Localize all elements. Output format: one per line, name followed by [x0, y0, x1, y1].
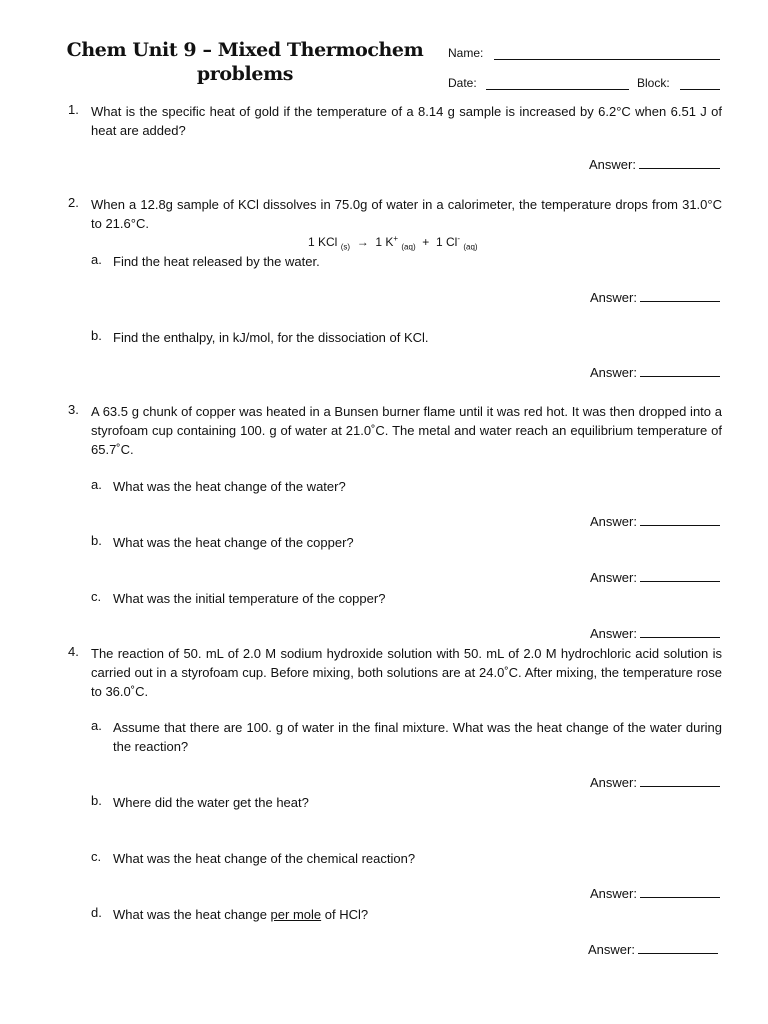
title-line-1: Chem Unit 9 – Mixed Thermochem — [66, 39, 424, 61]
date-field[interactable] — [486, 89, 629, 90]
eq-reactant: 1 KCl — [308, 235, 338, 249]
answer-blank[interactable] — [640, 524, 720, 526]
block-label: Block: — [637, 76, 670, 90]
block-field[interactable] — [680, 89, 720, 90]
question-4c-text: What was the heat change of the chemical reaction? — [113, 851, 416, 866]
answer-label: Answer: — [590, 775, 637, 790]
question-4d-answer[interactable] — [588, 942, 718, 957]
question-4d-text-after: of HCl? — [321, 907, 369, 922]
answer-blank[interactable] — [640, 896, 720, 898]
answer-label: Answer: — [590, 365, 637, 380]
eq-product-1: 1 K — [375, 235, 394, 249]
question-3b-letter: b. — [91, 533, 102, 548]
question-3-number: 3. — [68, 402, 79, 417]
question-3b-answer[interactable] — [590, 570, 720, 585]
eq-product-2-state: (aq) — [463, 242, 478, 252]
eq-product-1-state: (aq) — [401, 242, 416, 252]
answer-label: Answer: — [590, 290, 637, 305]
answer-label: Answer: — [590, 514, 637, 529]
eq-reactant-state: (s) — [340, 242, 351, 252]
question-3c-answer[interactable] — [590, 626, 720, 641]
question-3c-letter: c. — [91, 589, 102, 604]
question-4a-text: Assume that there are 100. g of water in the final mixture. What was the heat change of the water during the reaction? — [113, 720, 722, 754]
question-2a-text: Find the heat released by the water. — [113, 254, 320, 269]
question-4d-text-before: What was the heat change — [113, 907, 271, 922]
answer-blank[interactable] — [640, 636, 720, 638]
question-1-text: What is the specific heat of gold if the temperature of a 8.14 g sample is increased by 6.2°C when 6.51 J of heat are added? — [91, 104, 722, 138]
eq-arrow: → — [356, 235, 369, 249]
question-4d-text — [113, 905, 368, 924]
answer-blank[interactable] — [640, 375, 720, 377]
answer-blank[interactable] — [640, 300, 720, 302]
question-4c-letter: c. — [91, 849, 102, 864]
answer-label: Answer: — [590, 626, 637, 641]
question-3a-text: What was the heat change of the water? — [113, 479, 346, 494]
question-2b-answer[interactable] — [590, 365, 720, 380]
answer-blank[interactable] — [638, 952, 718, 954]
question-4d-text-underlined: per mole — [270, 907, 322, 922]
question-4-text: The reaction of 50. mL of 2.0 M sodium hydroxide solution with 50. mL of 2.0 M hydrochloric acid solution is carried out in a styrofoam cup. Before mixing, both solutions are at 24.0˚C. After mixing, the temperature rose to 36.0˚C. — [91, 646, 722, 699]
worksheet-title — [60, 38, 430, 86]
name-field[interactable] — [494, 59, 720, 60]
question-4a-letter: a. — [91, 718, 102, 733]
question-4b-letter: b. — [91, 793, 102, 808]
question-2a-answer[interactable] — [590, 290, 720, 305]
answer-label: Answer: — [588, 942, 635, 957]
question-3-text: A 63.5 g chunk of copper was heated in a Bunsen burner flame until it was red hot. It was then dropped into a styrofoam cup containing 100. g of water at 21.0˚C. The metal and water reach an equilibrium temperature of 65.7˚C. — [91, 404, 722, 457]
question-1-answer[interactable] — [589, 157, 720, 172]
question-4c-answer[interactable] — [590, 886, 720, 901]
eq-product-2-charge: - — [457, 234, 460, 243]
answer-label: Answer: — [590, 886, 637, 901]
question-4a-answer[interactable] — [590, 775, 720, 790]
question-3a-answer[interactable] — [590, 514, 720, 529]
answer-label: Answer: — [590, 570, 637, 585]
dissociation-equation — [308, 234, 478, 251]
question-3a-letter: a. — [91, 477, 102, 492]
question-4b-text: Where did the water get the heat? — [113, 795, 309, 810]
answer-label: Answer: — [589, 157, 636, 172]
question-1-number: 1. — [68, 102, 79, 117]
question-3c-text: What was the initial temperature of the copper? — [113, 591, 386, 606]
answer-blank[interactable] — [640, 580, 720, 582]
question-2-text: When a 12.8g sample of KCl dissolves in 75.0g of water in a calorimeter, the temperature drops from 31.0°C to 21.6°C. — [91, 197, 722, 231]
eq-product-2: 1 Cl — [435, 235, 458, 249]
title-line-2: problems — [196, 63, 294, 85]
name-label: Name: — [448, 46, 484, 60]
question-4-number: 4. — [68, 644, 79, 659]
question-2b-letter: b. — [91, 328, 102, 343]
eq-product-1-charge: + — [393, 234, 399, 243]
answer-blank[interactable] — [639, 167, 720, 169]
question-4d-letter: d. — [91, 905, 102, 920]
date-label: Date: — [448, 76, 477, 90]
question-2a-letter: a. — [91, 252, 102, 267]
answer-blank[interactable] — [640, 785, 720, 787]
question-3b-text: What was the heat change of the copper? — [113, 535, 354, 550]
question-2-number: 2. — [68, 195, 79, 210]
eq-plus: + — [422, 235, 430, 249]
question-2b-text: Find the enthalpy, in kJ/mol, for the dissociation of KCl. — [113, 330, 429, 345]
